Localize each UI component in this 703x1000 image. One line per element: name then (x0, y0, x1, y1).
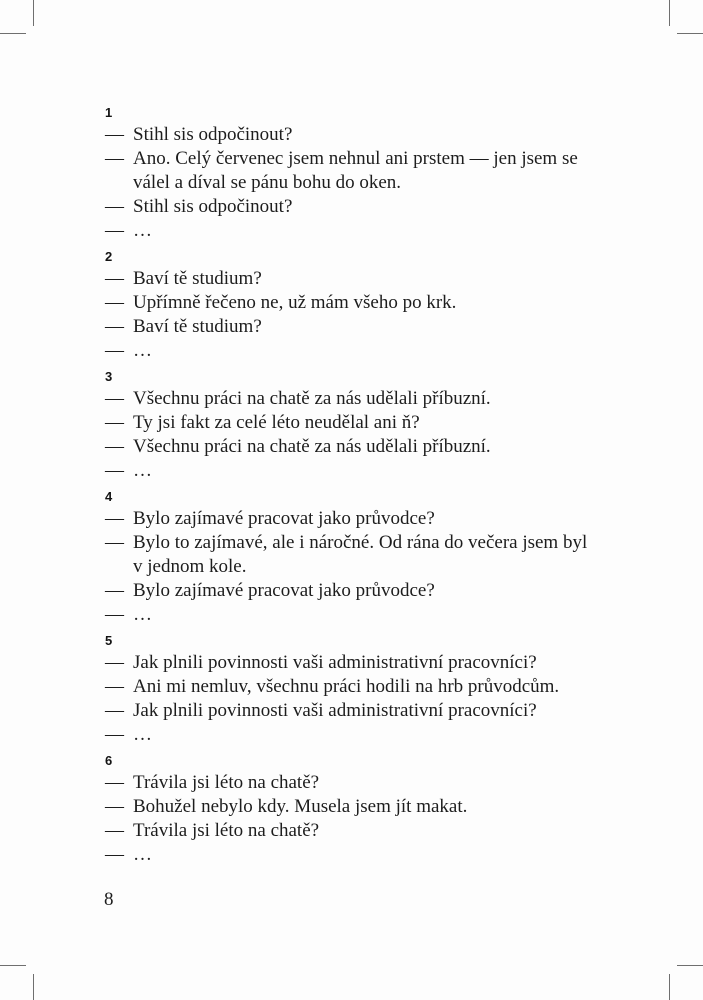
dialogue-line (105, 123, 670, 147)
dialogue-line (105, 843, 670, 867)
dialogue-dash (105, 555, 133, 579)
dialogue-text: … (133, 340, 152, 361)
crop-mark-top-right-horizontal (677, 33, 703, 34)
exercise-lines (105, 771, 670, 867)
dialogue-text: Stihl sis odpočinout? (133, 124, 293, 145)
dialogue-line (105, 411, 670, 435)
crop-mark-bottom-left-horizontal (0, 965, 26, 966)
dialogue-line (105, 579, 670, 603)
dialogue-dash: — (105, 580, 124, 601)
dialogue-dash: — (105, 220, 124, 241)
exercise-lines (105, 651, 670, 747)
dialogue-text: Všechnu práci na chatě za nás udělali příbuzní. (133, 436, 491, 457)
dialogue-dash: — (105, 532, 124, 553)
dialogue-line (105, 267, 670, 291)
dialogue-line (105, 507, 670, 531)
dialogue-dash: — (105, 148, 124, 169)
crop-mark-bottom-left-vertical (33, 974, 34, 1000)
dialogue-line (105, 723, 670, 747)
dialogue-text: … (133, 844, 152, 865)
exercise-block (105, 103, 670, 243)
dialogue-dash: — (105, 292, 124, 313)
exercise-block (105, 367, 670, 483)
dialogue-dash: — (105, 772, 124, 793)
dialogue-line (105, 219, 670, 243)
exercise-lines (105, 123, 670, 243)
dialogue-dash: — (105, 604, 124, 625)
dialogue-dash: — (105, 316, 124, 337)
dialogue-line (105, 651, 670, 675)
dialogue-dash: — (105, 412, 124, 433)
exercise-number: 4 (105, 489, 113, 504)
dialogue-dash: — (105, 340, 124, 361)
dialogue-text: Bylo zajímavé pracovat jako průvodce? (133, 508, 435, 529)
dialogue-dash: — (105, 652, 124, 673)
dialogue-line (105, 603, 670, 627)
dialogue-line (105, 387, 670, 411)
dialogue-line (105, 315, 670, 339)
dialogue-text: v jednom kole. (133, 556, 247, 577)
exercise-lines (105, 507, 670, 627)
dialogue-line (105, 675, 670, 699)
dialogue-text: Trávila jsi léto na chatě? (133, 820, 320, 841)
dialogue-dash: — (105, 700, 124, 721)
dialogue-line (105, 435, 670, 459)
dialogue-text: Baví tě studium? (133, 268, 262, 289)
dialogue-text: Upřímně řečeno ne, už mám všeho po krk. (133, 292, 457, 313)
dialogue-text: Ty jsi fakt za celé léto neudělal ani ň? (133, 412, 420, 433)
dialogue-text: Bohužel nebylo kdy. Musela jsem jít makat. (133, 796, 468, 817)
dialogue-line (105, 459, 670, 483)
dialogue-text: Jak plnili povinnosti vaši administrativní pracovníci? (133, 700, 537, 721)
dialogue-line (105, 195, 670, 219)
dialogue-line (105, 171, 670, 195)
dialogue-dash: — (105, 820, 124, 841)
crop-mark-top-right-vertical (669, 0, 670, 26)
crop-mark-bottom-right-horizontal (677, 965, 703, 966)
dialogue-text: … (133, 460, 152, 481)
dialogue-dash: — (105, 268, 124, 289)
dialogue-text: … (133, 724, 152, 745)
exercise-block (105, 487, 670, 627)
dialogue-dash (105, 171, 133, 195)
crop-mark-top-left-horizontal (0, 33, 26, 34)
dialogue-line (105, 147, 670, 171)
crop-mark-top-left-vertical (33, 0, 34, 26)
exercise-lines (105, 267, 670, 363)
exercise-block (105, 751, 670, 867)
dialogue-text: Ano. Celý červenec jsem nehnul ani prstem — jen jsem se (133, 148, 578, 169)
dialogue-dash: — (105, 796, 124, 817)
dialogue-dash: — (105, 436, 124, 457)
exercise-number: 2 (105, 249, 113, 264)
exercise-number: 3 (105, 369, 113, 384)
exercise-block (105, 247, 670, 363)
dialogue-text: Stihl sis odpočinout? (133, 196, 293, 217)
dialogue-line (105, 819, 670, 843)
dialogue-text: Ani mi nemluv, všechnu práci hodili na hrb průvodcům. (133, 676, 560, 697)
dialogue-text: … (133, 220, 152, 241)
dialogue-dash: — (105, 508, 124, 529)
dialogue-text: válel a díval se pánu bohu do oken. (133, 172, 402, 193)
dialogue-dash: — (105, 724, 124, 745)
dialogue-text: … (133, 604, 152, 625)
dialogue-text: Bylo to zajímavé, ale i náročné. Od rána do večera jsem byl (133, 532, 588, 553)
dialogue-text: Trávila jsi léto na chatě? (133, 772, 320, 793)
dialogue-dash: — (105, 196, 124, 217)
dialogue-dash: — (105, 844, 124, 865)
dialogue-dash: — (105, 388, 124, 409)
dialogue-line (105, 339, 670, 363)
crop-mark-bottom-right-vertical (669, 974, 670, 1000)
dialogue-text: Jak plnili povinnosti vaši administrativní pracovníci? (133, 652, 537, 673)
dialogue-line (105, 555, 670, 579)
exercise-list (105, 103, 670, 867)
exercise-number: 5 (105, 633, 113, 648)
dialogue-line (105, 795, 670, 819)
dialogue-line (105, 291, 670, 315)
exercise-number: 1 (105, 105, 113, 120)
exercise-block (105, 631, 670, 747)
dialogue-dash: — (105, 124, 124, 145)
exercise-lines (105, 387, 670, 483)
dialogue-text: Bylo zajímavé pracovat jako průvodce? (133, 580, 435, 601)
exercise-number: 6 (105, 753, 113, 768)
dialogue-text: Všechnu práci na chatě za nás udělali příbuzní. (133, 388, 491, 409)
dialogue-line (105, 771, 670, 795)
dialogue-line (105, 531, 670, 555)
dialogue-dash: — (105, 460, 124, 481)
page-number: 8 (104, 889, 114, 910)
dialogue-dash: — (105, 676, 124, 697)
dialogue-line (105, 699, 670, 723)
dialogue-text: Baví tě studium? (133, 316, 262, 337)
